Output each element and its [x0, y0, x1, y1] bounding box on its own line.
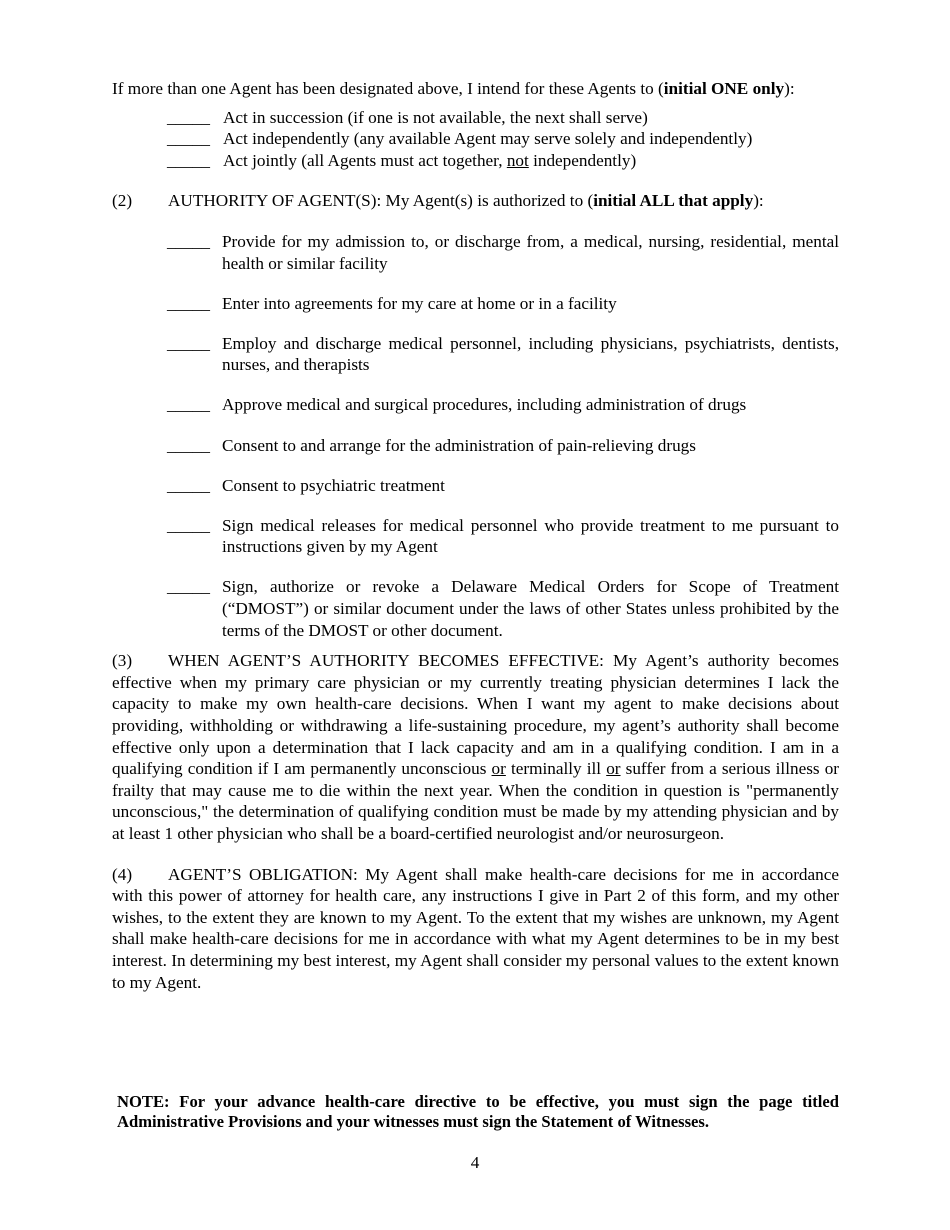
signature-note: NOTE: For your advance health-care directive to be effective, you must sign the page titled Administrative Provisions and your witnesses must sign the Statement of Witnesses.: [117, 1092, 839, 1131]
authority-item: [112, 394, 839, 416]
initial-blank[interactable]: _____: [167, 475, 210, 495]
heading-text-end: ):: [753, 191, 764, 211]
authority-item: [112, 293, 839, 315]
authority-item: [112, 333, 839, 376]
paragraph-text: suffer from a serious illness or frailty that may cause me to die within the next year. When the condition in question is "permanently unconscious," the determination of qualifying condition must be made by my attending physician and by at least 1 other physician who shall be a board-certified neurologist and/or neurosurgeon.: [112, 759, 840, 843]
authority-item: [112, 576, 839, 641]
page-number: 4: [470, 1153, 480, 1172]
authority-text: Approve medical and surgical procedures, including administration of drugs: [222, 395, 747, 415]
section-number: (3): [112, 651, 133, 671]
option-label: [223, 150, 839, 172]
authority-text: Provide for my admission to, or discharge from, a medical, nursing, residential, mental health or similar facility: [222, 231, 839, 273]
intro-text-end: ):: [784, 79, 795, 98]
intro-bold: initial ONE only: [663, 79, 785, 98]
authority-text: Enter into agreements for my care at home or in a facility: [222, 293, 617, 313]
authority-text: Consent to and arrange for the administration of pain-relieving drugs: [222, 435, 696, 455]
independent-option: [112, 128, 839, 150]
section-2-heading: [112, 190, 839, 212]
section-number: (4): [112, 864, 133, 884]
intro-text: If more than one Agent has been designated above, I intend for these Agents to (: [112, 79, 664, 98]
initial-blank[interactable]: _____: [167, 435, 210, 455]
authority-item: [112, 515, 839, 558]
initial-blank[interactable]: _____: [167, 107, 210, 127]
section-number: (2): [112, 191, 133, 211]
authority-text: Consent to psychiatric treatment: [222, 475, 445, 495]
authority-item: [112, 231, 839, 274]
paragraph-text: AGENT’S OBLIGATION: My Agent shall make health-care decisions for me in accordance with this power of attorney for health care, any instructions I give in Part 2 of this form, and my other wishes, to the extent they are known to my Agent. To the extent that my wishes are unknown, my Agent shall make health-care decisions for me in accordance with what my Agent determines to be in my best interest. In determining my best interest, my Agent shall consider my personal values to the extent known to my Agent.: [112, 864, 839, 992]
authority-text: Employ and discharge medical personnel, including physicians, psychiatrists, dentists, nurses, and therapists: [222, 333, 839, 375]
authority-item: [112, 435, 839, 457]
authority-text: Sign, authorize or revoke a Delaware Medical Orders for Scope of Treatment (“DMOST”) or similar document under the laws of other States unless prohibited by the terms of the DMOST or other document.: [222, 577, 839, 640]
paragraph-text: terminally ill: [505, 759, 607, 779]
succession-option: [112, 107, 839, 129]
heading-text: AUTHORITY OF AGENT(S): My Agent(s) is authorized to (: [168, 191, 594, 211]
underlined-word: or: [606, 759, 621, 779]
section-3-paragraph: [112, 650, 839, 844]
initial-blank[interactable]: _____: [167, 293, 210, 313]
section-4-paragraph: [112, 864, 839, 994]
section-heading-text: [168, 190, 764, 212]
option-text: independently): [528, 150, 637, 170]
agents-intro: [112, 78, 839, 100]
initial-blank[interactable]: _____: [167, 333, 210, 353]
option-text: Act jointly (all Agents must act together,: [223, 150, 507, 170]
initial-blank[interactable]: _____: [167, 231, 210, 251]
initial-blank[interactable]: _____: [167, 150, 210, 170]
underlined-word: or: [491, 759, 506, 779]
paragraph-text: WHEN AGENT’S AUTHORITY BECOMES EFFECTIVE: My Agent’s authority becomes effective when my primary care physician or my currently treating physician determines I lack the capacity to make my own health-care decisions. When I want my agent to make decisions about providing, withholding or withdrawing a life-sustaining procedure, my agent’s authority shall become effective only upon a determination that I lack capacity and am in a qualifying condition. I am in a qualifying condition if I am permanently unconscious: [112, 651, 839, 779]
jointly-option: [112, 150, 839, 172]
underlined-word: not: [506, 150, 529, 170]
initial-blank[interactable]: _____: [167, 129, 210, 149]
document-body: [112, 78, 839, 1012]
authority-text: Sign medical releases for medical personnel who provide treatment to me pursuant to instructions given by my Agent: [222, 515, 839, 557]
option-label: Act in succession (if one is not available, the next shall serve): [223, 107, 648, 127]
initial-blank[interactable]: _____: [167, 577, 210, 597]
option-label: Act independently (any available Agent may serve solely and independently): [223, 129, 753, 149]
initial-blank[interactable]: _____: [167, 395, 210, 415]
initial-blank[interactable]: _____: [167, 515, 210, 535]
authority-item: [112, 475, 839, 497]
heading-bold: initial ALL that apply: [593, 191, 754, 211]
